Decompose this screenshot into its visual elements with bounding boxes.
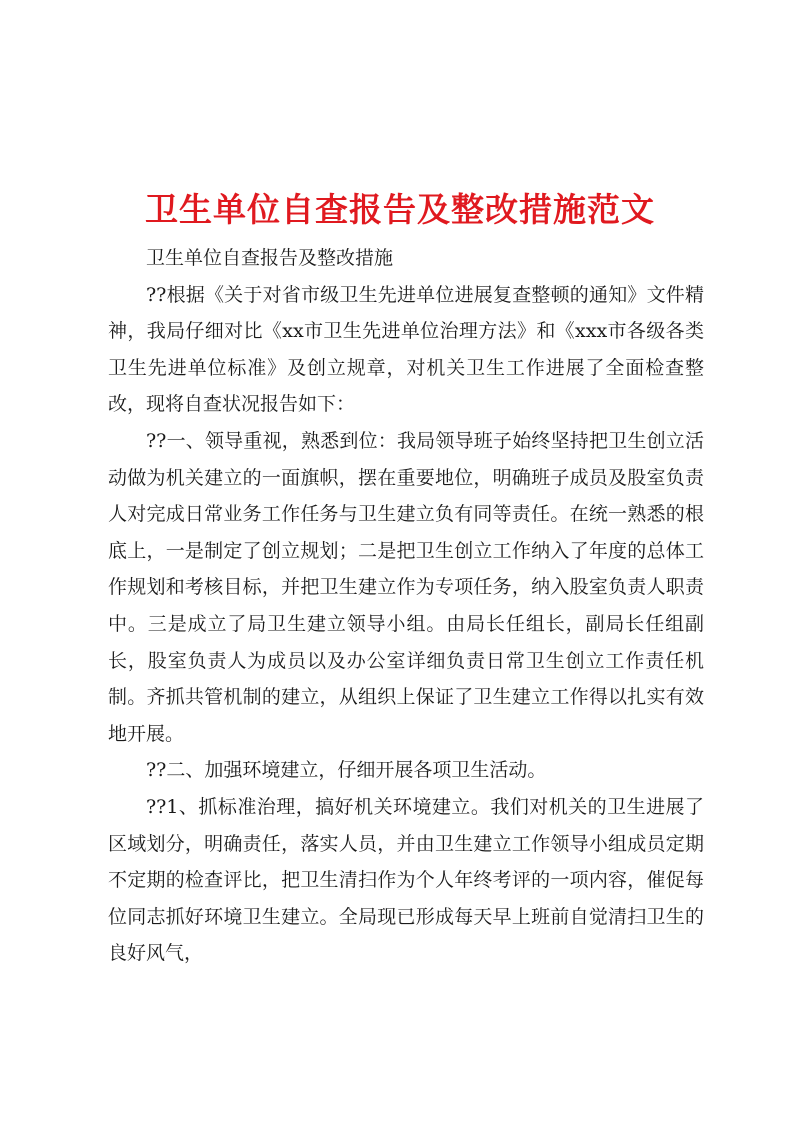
document-body (108, 240, 704, 972)
paragraph-section-two-item-one: ??1、抓标准治理，搞好机关环境建立。我们对机关的卫生进展了区域划分，明确责任，落实人员，并由卫生建立工作领导小组成员定期不定期的检查评比，把卫生清扫作为个人年终考评的一项内容，催促每位同志抓好环境卫生建立。全局现已形成每天早上班前自觉清扫卫生的良好风气， (108, 795, 704, 965)
document-title: 卫生单位自查报告及整改措施范文 (145, 190, 655, 230)
paragraph-subtitle: 卫生单位自查报告及整改措施 (146, 247, 394, 269)
paragraph-intro: ??根据《关于对省市级卫生先进单位进展复查整顿的通知》文件精神，我局仔细对比《xx市卫生先进单位治理方法》和《xxx市各级各类卫生先进单位标准》及创立规章，对机关卫生工作进展了全面检查整改，现将自查状况报告如下： (108, 283, 704, 416)
paragraph-section-one: ??一、领导重视，熟悉到位：我局领导班子始终坚持把卫生创立活动做为机关建立的一面旗帜，摆在重要地位，明确班子成员及股室负责人对完成日常业务工作任务与卫生建立负有同等责任。在统一熟悉的根底上，一是制定了创立规划；二是把卫生创立工作纳入了年度的总体工作规划和考核目标，并把卫生建立作为专项任务，纳入股室负责人职责中。三是成立了局卫生建立领导小组。由局长任组长，副局长任组副长，股室负责人为成员以及办公室详细负责日常卫生创立工作责任机制。齐抓共管机制的建立，从组织上保证了卫生建立工作得以扎实有效地开展。 (108, 429, 704, 745)
paragraph-section-two-heading: ??二、加强环境建立，仔细开展各项卫生活动。 (146, 759, 547, 782)
